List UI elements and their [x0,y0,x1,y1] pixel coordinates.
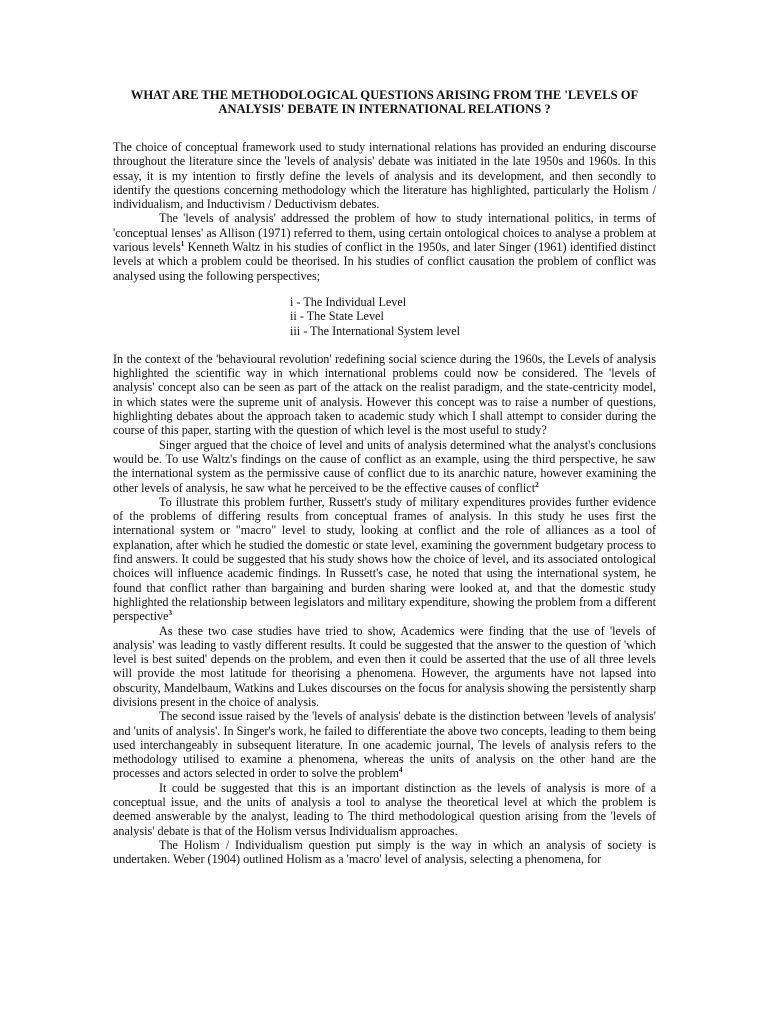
paragraph-behavioural-revolution [113,352,656,438]
footnote-marker: 3 [168,609,172,618]
paragraph-text: The Holism / Individualism question put simply is the way in which an analysis of society is undertaken. Weber (1904) outlined Holism as a 'macro' level of analysis, selecting a phenomena, for [113,837,656,867]
paragraph-text: To illustrate this problem further, Russett's study of military expenditures provides further evidence of the problems of differing results from conceptual frames of analysis. In this study he uses first the international system or "macro" level to study, looking at conflict and the role of alliances as a tool of explanation, after which he studied the domestic or state level, examining the government budgetary process to find answers. It could be suggested that his study shows how the choice of level, and its associated ontological choices will influence academic findings. In Russett's case, he noted that using the international system, he found that conflict rather than bargaining and burden sharing were looked at, and that the domestic study highlighted the relationship between legislators and military expenditure, showing the problem from a different perspective [113,494,656,624]
paragraph-second-issue [113,709,656,780]
document-title: WHAT ARE THE METHODOLOGICAL QUESTIONS ARISING FROM THE 'LEVELS OF ANALYSIS' DEBATE IN INTERNATIONAL RELATIONS ? [130,88,639,116]
paragraph-text-continued: Kenneth Waltz in his studies of conflict in the 1950s, and later Singer (1961) identified distinct levels at which a problem could be theorised. In his studies of conflict causation the problem of conflict was analysed using the following perspectives; [113,240,657,283]
paragraph-text: The second issue raised by the 'levels of analysis' debate is the distinction between 'levels of analysis' and 'units of analysis'. In Singer's work, he failed to differentiate the above two concepts, leading to them being used interchangeably in subsequent literature. In one academic journal, The levels of analysis refers to the methodology utilised to examine a phenomena, whereas the units of analysis on the other hand are the processes and actors selected in order to solve the problem [113,709,656,781]
paragraph-distinction [113,781,656,838]
list-item-state-level: ii - The State Level [290,309,384,324]
list-item-international-system-level: iii - The International System level [290,323,461,338]
paragraph-intro [113,140,656,211]
paragraph-text: The 'levels of analysis' addressed the problem of how to study international politics, in terms of 'conceptual lenses' as Allison (1971) referred to them, using certain ontological choices to analyse a problem at various levels [113,211,656,255]
list-item-individual-level: i - The Individual Level [290,294,407,309]
paragraph-holism [113,838,656,867]
footnote-marker: 2 [535,480,539,489]
footnote-marker: 4 [398,766,403,775]
footnote-marker: 1 [180,240,185,249]
paragraph-text: The choice of conceptual framework used to study international relations has provided an enduring discourse throughout the literature since the 'levels of analysis' debate was initiated in the late 1950s and 1960s. In this essay, it is my intention to firstly define the levels of analysis and its development, and then secondly to identify the questions concerning methodology which the literature has highlighted, particularly the Holism / individualism, and Inductivism / Deductivism debates. [113,140,656,212]
perspectives-list [113,295,656,338]
paragraph-text: As these two case studies have tried to show, Academics were finding that the use of 'levels of analysis' was leading to vastly different results. It could be suggested that the answer to the question of 'which level is best suited' depends on the problem, and even then it could be asserted that the use of all three levels will provide the most latitude for theorising a phenomena. However, the arguments have not lapsed into obscurity, Mandelbaum, Watkins and Lukes discourses on the focus for analysis showing the persistently sharp divisions present in the choice of analysis. [113,623,656,709]
paragraph-singer [113,438,656,495]
paragraph-text: In the context of the 'behavioural revolution' redefining social science during the 1960s, the Levels of analysis highlighted the scientific way in which international problems could now be considered. The 'levels of analysis' concept also can be seen as part of the attack on the realist paradigm, and the state-centricity model, in which states were the supreme unit of analysis. However this concept was to raise a number of questions, highlighting debates about the approach taken to academic study which I shall attempt to consider during the course of this paper, starting with the question of which level is the most useful to study? [113,351,656,438]
paragraph-text: It could be suggested that this is an important distinction as the levels of analysis is more of a conceptual issue, and the units of analysis a tool to analyse the theoretical level at which the problem is deemed answerable by the analyst, leading to The third methodological question arising from the 'levels of analysis' debate is that of the Holism versus Individualism approaches. [113,780,656,838]
paragraph-levels-definition [113,211,656,282]
paragraph-russett [113,495,656,624]
paragraph-text: Singer argued that the choice of level and units of analysis determined what the analyst's conclusions would be. To use Waltz's findings on the cause of conflict as an example, using the third perspective, he saw the international system as the permissive cause of conflict due to its anarchic nature, however examining the other levels of analysis, he saw what he perceived to be the effective causes of conflict [113,437,656,495]
paragraph-case-studies [113,624,656,710]
